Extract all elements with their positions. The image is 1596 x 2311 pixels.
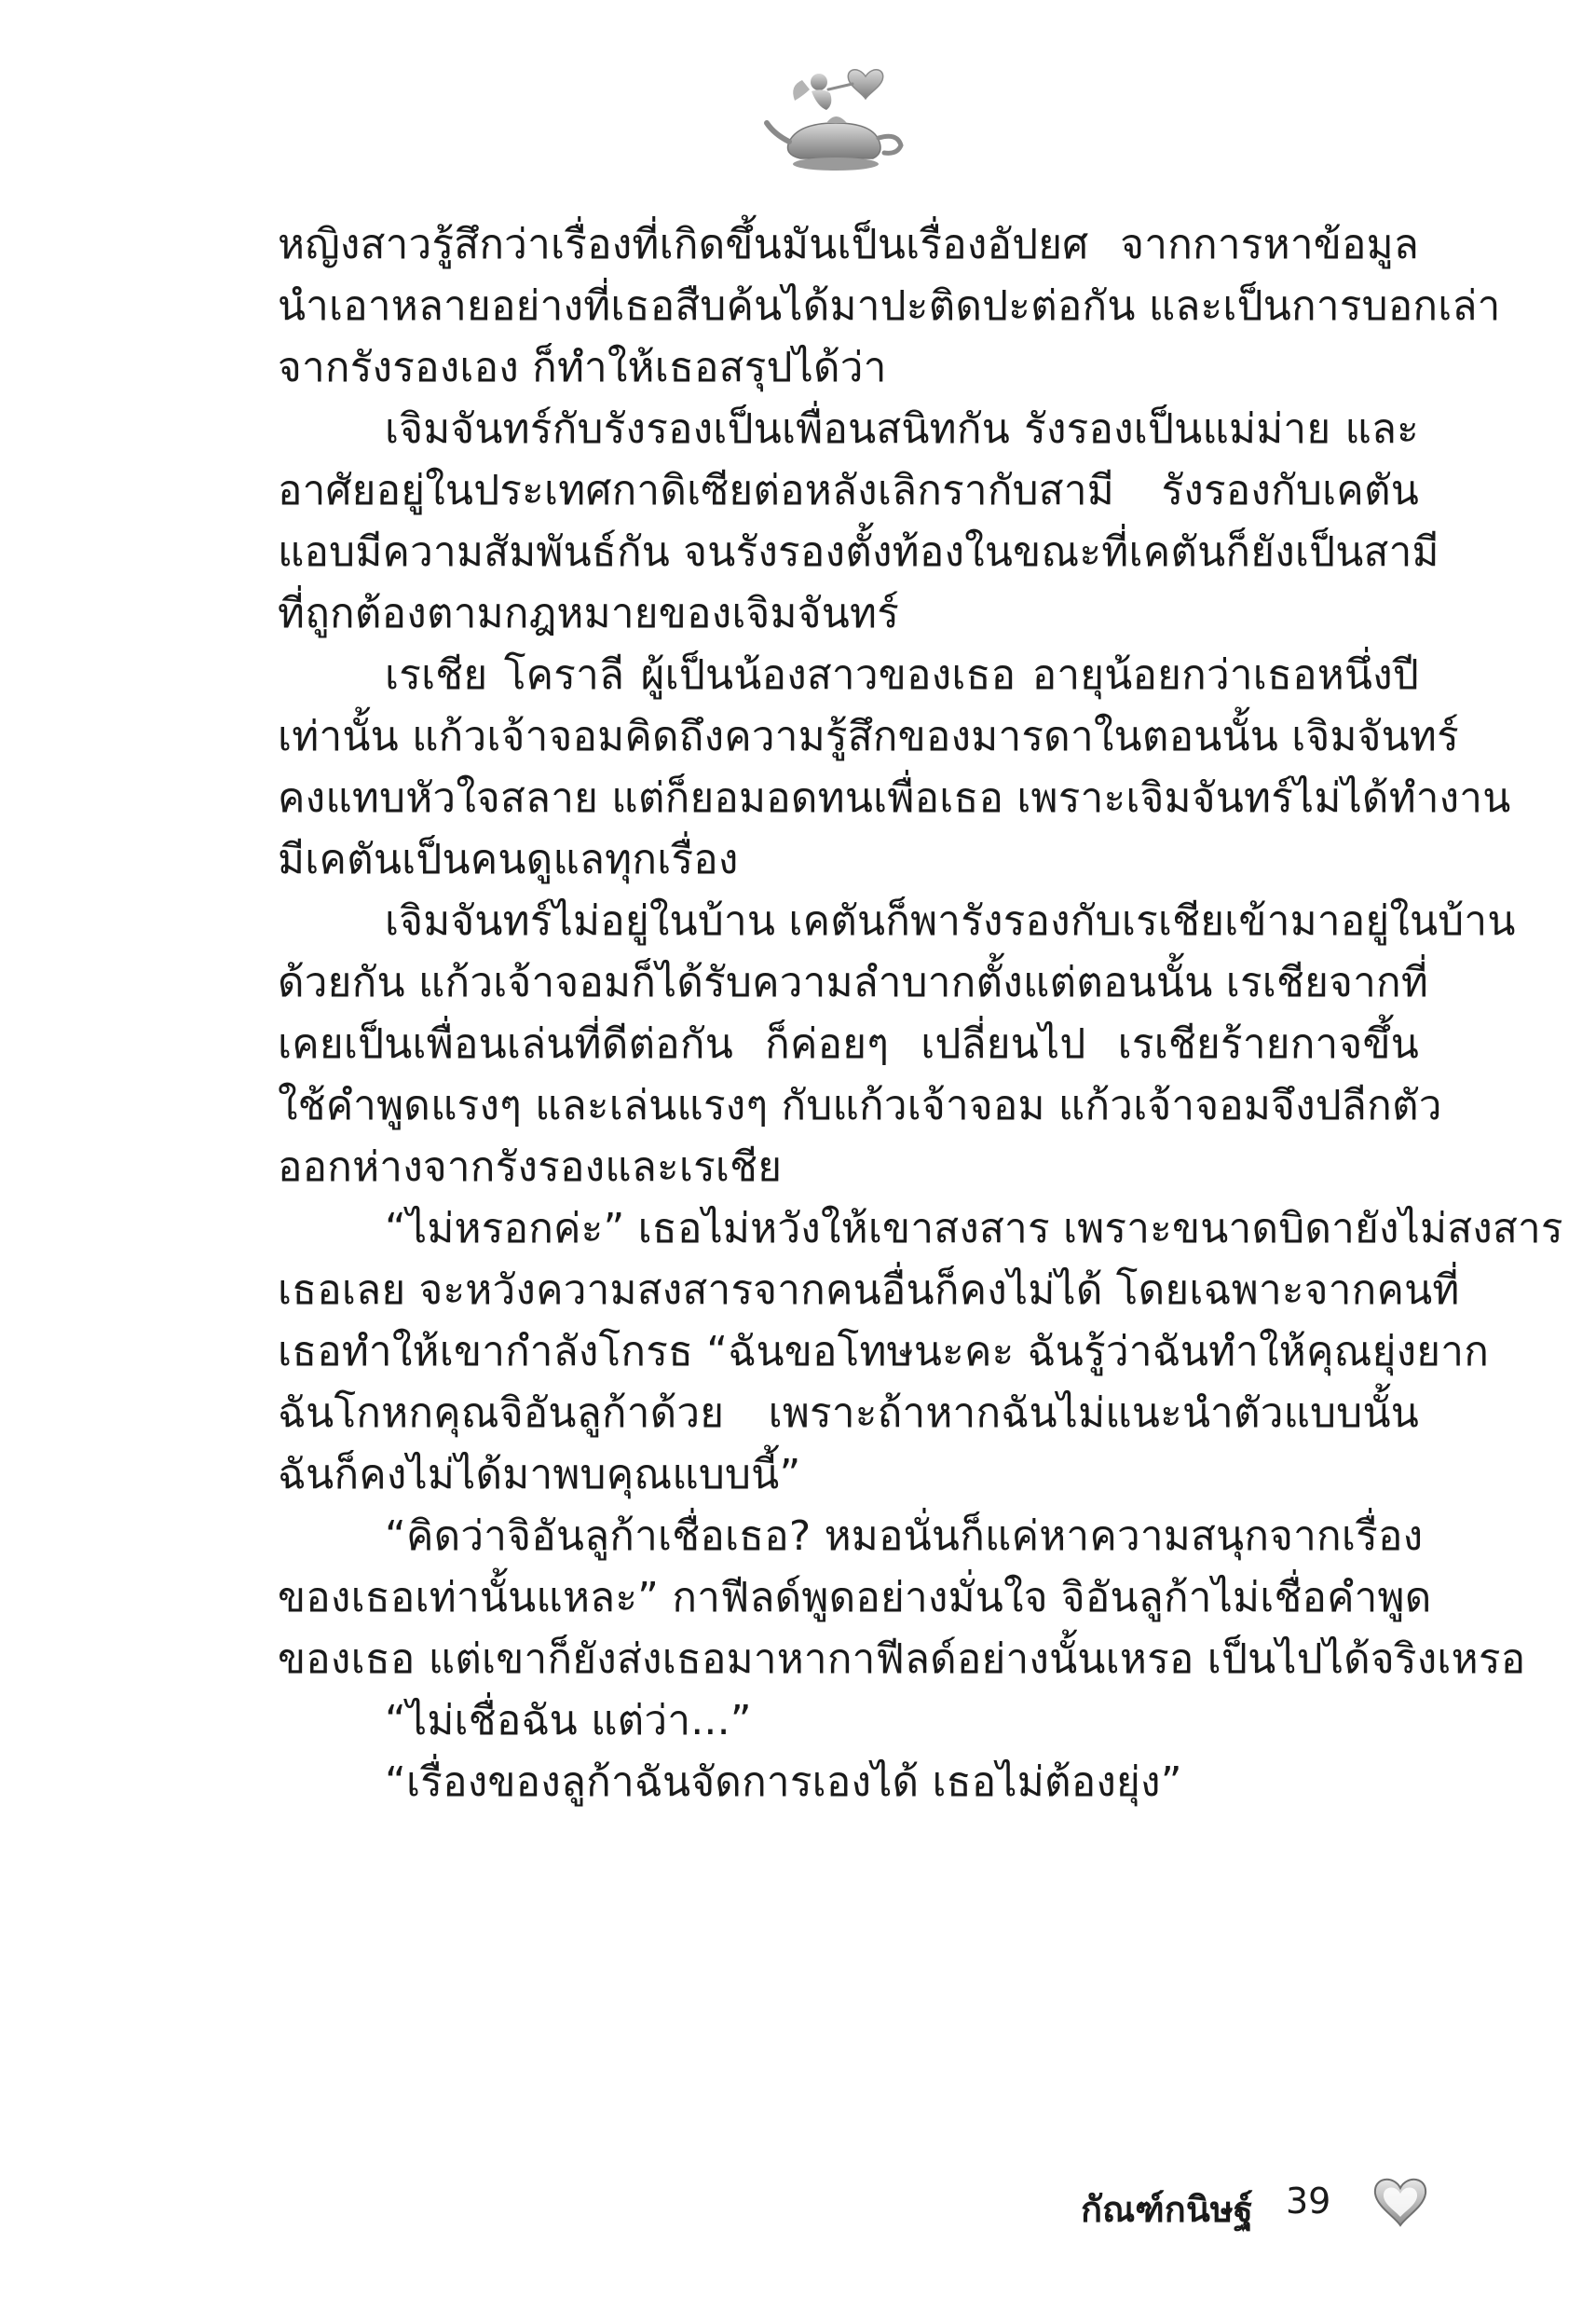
text-line: ฉันโกหกคุณจิอันลูก้าด้วย เพราะถ้าหากฉันไม่แนะนำตัวแบบนั้น [278, 1389, 1419, 1437]
text-line: อาศัยอยู่ในประเทศกาดิเซียต่อหลังเลิกรากับสามี รังรองกับเคตัน [278, 467, 1419, 514]
text-line: “ไม่หรอกค่ะ” เธอไม่หวังให้เขาสงสาร เพราะขนาดบิดายังไม่สงสาร [385, 1205, 1563, 1252]
text-line: เรเชีย โคราลี ผู้เป็นน้องสาวของเธอ อายุน้อยกว่าเธอหนึ่งปี [385, 651, 1419, 699]
text-line: ออกห่างจากรังรองและเรเชีย [278, 1143, 783, 1191]
text-line: “คิดว่าจิอันลูก้าเชื่อเธอ? หมอนั่นก็แค่หาความสนุกจากเรื่อง [385, 1512, 1424, 1560]
page-number: 39 [1286, 2181, 1331, 2222]
text-line: ที่ถูกต้องตามกฎหมายของเจิมจันทร์ [278, 590, 900, 637]
text-line: คงแทบหัวใจสลาย แต่ก็ยอมอดทนเพื่อเธอ เพราะเจิมจันทร์ไม่ได้ทำงาน [278, 774, 1511, 822]
text-line: เจิมจันทร์กับรังรองเป็นเพื่อนสนิทกัน รังรองเป็นแม่ม่าย และ [385, 405, 1419, 453]
text-line: ของเธอเท่านั้นแหละ” กาฟีลด์พูดอย่างมั่นใจ จิอันลูก้าไม่เชื่อคำพูด [278, 1574, 1432, 1621]
text-line: เจิมจันทร์ไม่อยู่ในบ้าน เคตันก็พารังรองกับเรเชียเข้ามาอยู่ในบ้าน [385, 897, 1516, 945]
cupid-teapot-ornament-icon [761, 48, 910, 179]
text-line: ฉันก็คงไม่ได้มาพบคุณแบบนี้” [278, 1451, 801, 1498]
text-line: ของเธอ แต่เขาก็ยังส่งเธอมาหากาฟีลด์อย่างนั้นเหรอ เป็นไปได้จริงเหรอ [278, 1635, 1526, 1683]
text-line: ใช้คำพูดแรงๆ และเล่นแรงๆ กับแก้วเจ้าจอม แก้วเจ้าจอมจึงปลีกตัว [278, 1082, 1442, 1129]
text-line: เคยเป็นเพื่อนเล่นที่ดีต่อกัน ก็ค่อยๆ เปลี่ยนไป เรเชียร้ายกาจขึ้น [278, 1020, 1419, 1068]
heart-icon [1370, 2173, 1431, 2229]
text-line: “ไม่เชื่อฉัน แต่ว่า...” [385, 1697, 752, 1744]
text-line: เธอเลย จะหวังความสงสารจากคนอื่นก็คงไม่ได้ โดยเฉพาะจากคนที่ [278, 1266, 1460, 1314]
book-title: กัณฑ์กนิษฐ์ [1081, 2189, 1253, 2230]
text-line: หญิงสาวรู้สึกว่าเรื่องที่เกิดขึ้นมันเป็นเรื่องอัปยศ จากการหาข้อมูล [278, 221, 1419, 268]
text-line: มีเคตันเป็นคนดูแลทุกเรื่อง [278, 836, 739, 883]
text-line: “เรื่องของลูก้าฉันจัดการเองได้ เธอไม่ต้องยุ่ง” [385, 1758, 1182, 1806]
text-line: เธอทำให้เขากำลังโกรธ “ฉันขอโทษนะคะ ฉันรู้ว่าฉันทำให้คุณยุ่งยาก [278, 1328, 1490, 1375]
body-text [278, 214, 1563, 1813]
text-line: แอบมีความสัมพันธ์กัน จนรังรองตั้งท้องในขณะที่เคตันก็ยังเป็นสามี [278, 528, 1439, 576]
text-line: นำเอาหลายอย่างที่เธอสืบค้นได้มาปะติดปะต่อกัน และเป็นการบอกเล่า [278, 282, 1501, 330]
text-line: ด้วยกัน แก้วเจ้าจอมก็ได้รับความลำบากตั้งแต่ตอนนั้น เรเชียจากที่ [278, 959, 1429, 1006]
page-footer [1034, 2173, 1453, 2238]
text-line: เท่านั้น แก้วเจ้าจอมคิดถึงความรู้สึกของมารดาในตอนนั้น เจิมจันทร์ [278, 713, 1459, 760]
text-line: จากรังรองเอง ก็ทำให้เธอสรุปได้ว่า [278, 344, 887, 391]
